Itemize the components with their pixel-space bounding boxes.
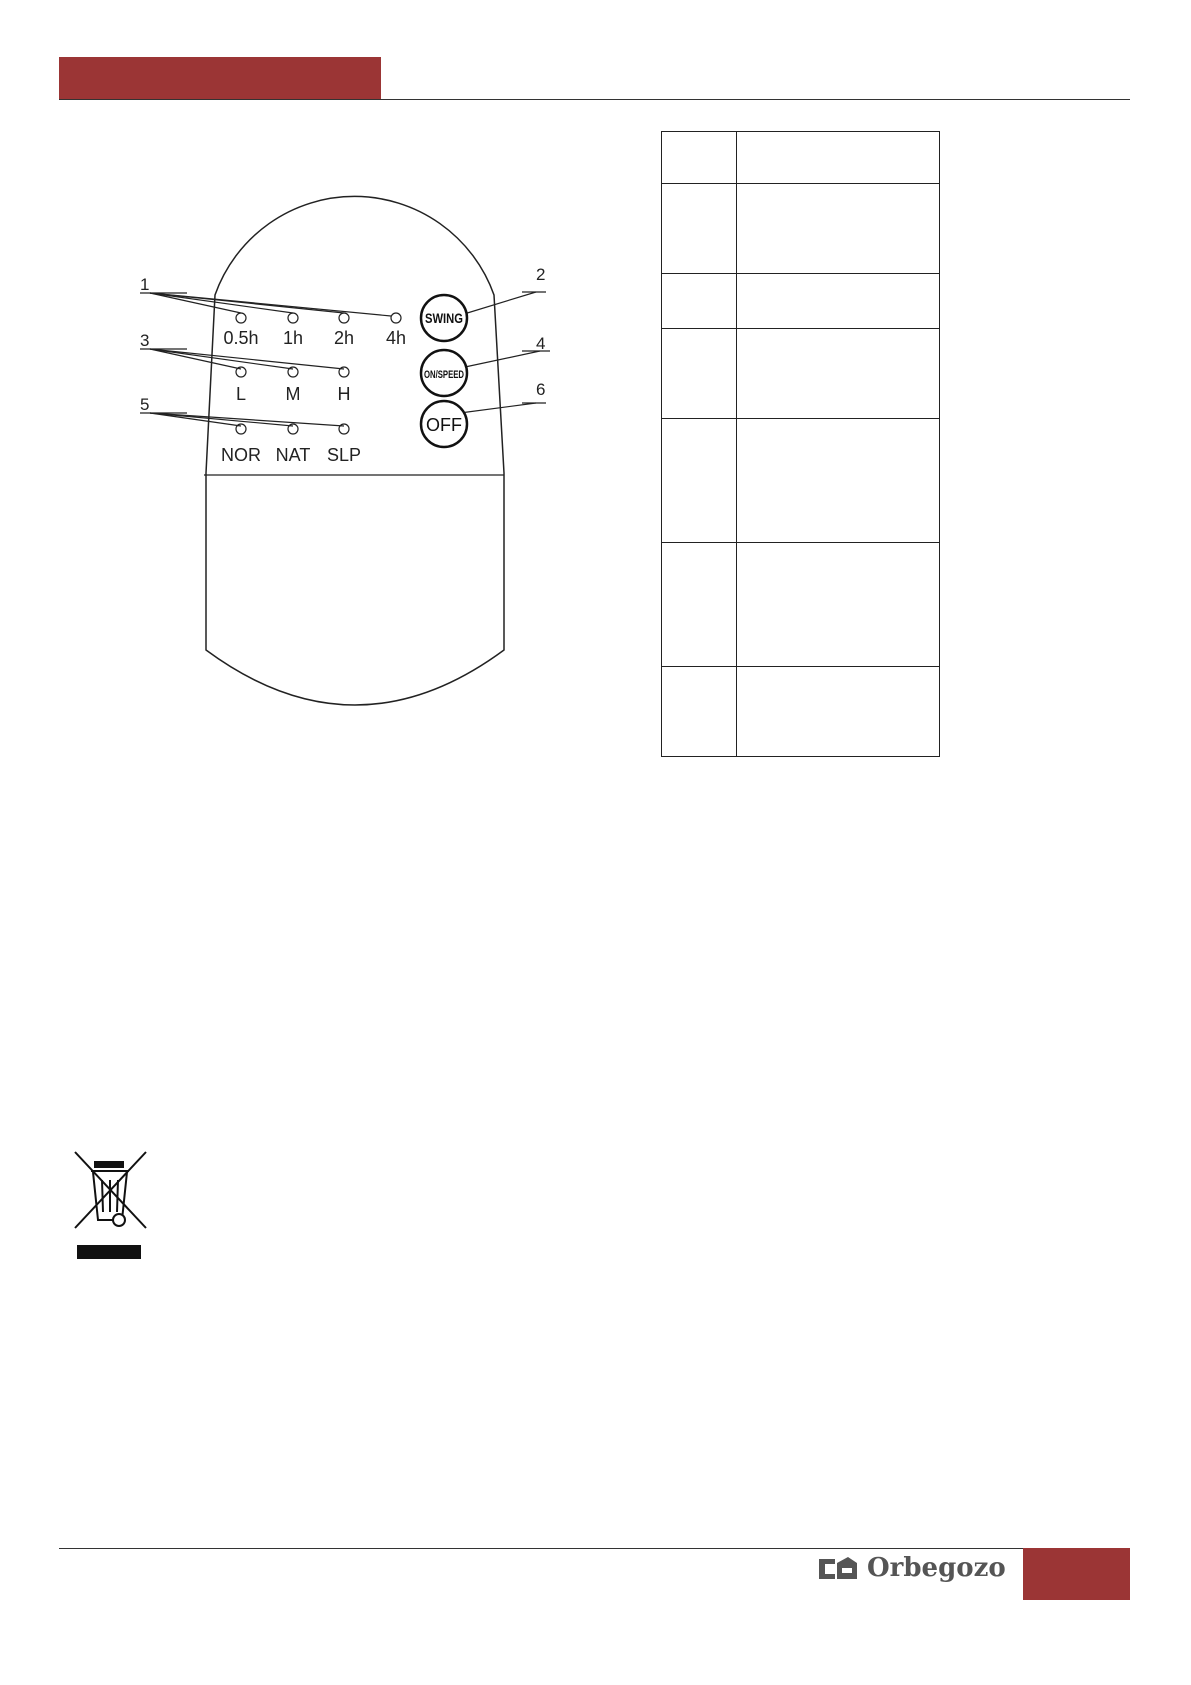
crossed-out-wheelie-bin-icon — [73, 1150, 148, 1262]
table-cell-desc — [737, 543, 940, 667]
timer-label-0.5h: 0.5h — [223, 328, 259, 348]
timer-led-1h — [288, 313, 298, 323]
brand-logo — [817, 1553, 1006, 1583]
table-row — [662, 132, 940, 184]
callout-2: 2 — [536, 265, 546, 284]
speed-label-h: H — [337, 384, 351, 404]
mode-label-nor: NOR — [221, 445, 261, 465]
table-row — [662, 419, 940, 543]
brand-name: Orbegozo — [867, 1553, 1006, 1583]
swing-button[interactable]: SWING — [425, 310, 464, 326]
callout-5: 5 — [140, 395, 150, 414]
table-cell-desc — [737, 419, 940, 543]
timer-label-4h: 4h — [385, 328, 407, 348]
table-row — [662, 329, 940, 419]
timer-led-0.5h — [236, 313, 246, 323]
speed-label-l: L — [235, 384, 247, 404]
mode-label-nat: NAT — [275, 445, 311, 465]
on-speed-button[interactable]: ON/SPEED — [424, 369, 465, 381]
callout-3: 3 — [140, 331, 150, 350]
orbegozo-mark-icon — [817, 1555, 859, 1581]
mode-label-slp: SLP — [326, 445, 362, 465]
callout-4: 4 — [536, 334, 546, 353]
timer-led-2h — [339, 313, 349, 323]
callout-leaders — [140, 292, 550, 426]
table-row — [662, 543, 940, 667]
footer-rule — [59, 1548, 1029, 1549]
table-row — [662, 184, 940, 274]
speed-label-m: M — [285, 384, 301, 404]
legend-table — [661, 131, 940, 757]
callout-6: 6 — [536, 380, 546, 399]
table-cell-num — [662, 419, 737, 543]
footer-accent-box — [1023, 1548, 1130, 1600]
table-cell-desc — [737, 132, 940, 184]
table-cell-num — [662, 667, 737, 757]
table-cell-desc — [737, 667, 940, 757]
timer-led-4h — [391, 313, 401, 323]
table-cell-num — [662, 132, 737, 184]
off-button[interactable]: OFF — [426, 415, 462, 435]
table-cell-desc — [737, 274, 940, 329]
table-cell-num — [662, 543, 737, 667]
remote-control-diagram — [0, 0, 1191, 800]
table-cell-desc — [737, 329, 940, 419]
timer-label-1h: 1h — [282, 328, 304, 348]
table-cell-num — [662, 274, 737, 329]
timer-label-2h: 2h — [333, 328, 355, 348]
callout-1: 1 — [140, 275, 150, 294]
table-row — [662, 667, 940, 757]
table-cell-desc — [737, 184, 940, 274]
table-cell-num — [662, 329, 737, 419]
table-cell-num — [662, 184, 737, 274]
table-row — [662, 274, 940, 329]
